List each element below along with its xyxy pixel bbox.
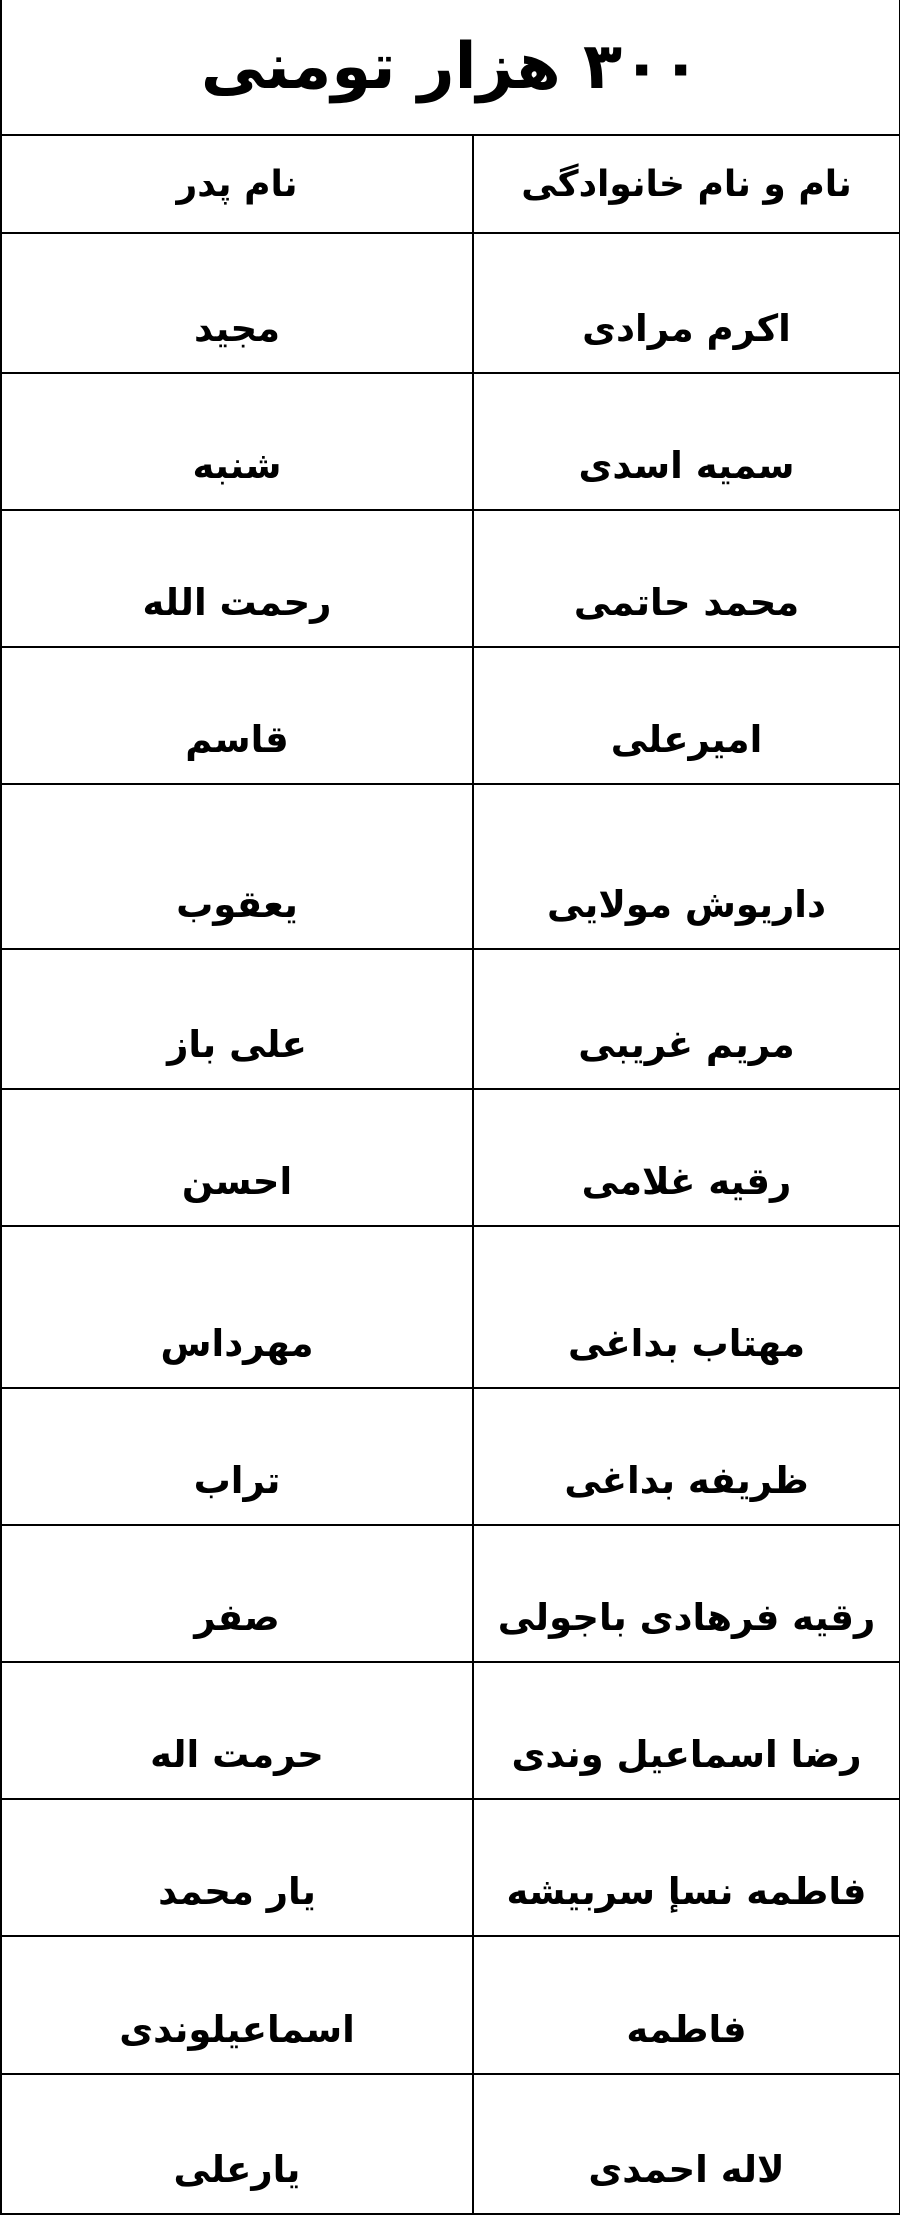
father-cell: رحمت الله: [1, 510, 473, 647]
header-row: [1, 135, 900, 233]
name-cell: فاطمه: [473, 1936, 900, 2074]
name-cell: ظریفه بداغی: [473, 1388, 900, 1525]
table-row: [1, 784, 900, 949]
table-row: [1, 233, 900, 373]
name-cell: فاطمه نسإ سربیشه: [473, 1799, 900, 1936]
father-cell: یار محمد: [1, 1799, 473, 1936]
father-cell: قاسم: [1, 647, 473, 784]
name-cell: رقیه غلامی: [473, 1089, 900, 1226]
name-cell: رضا اسماعیل وندی: [473, 1662, 900, 1799]
father-cell: حرمت اله: [1, 1662, 473, 1799]
table-row: [1, 647, 900, 784]
title-row: [1, 0, 900, 135]
father-cell: مهرداس: [1, 1226, 473, 1388]
name-cell: داریوش مولایی: [473, 784, 900, 949]
table-row: [1, 510, 900, 647]
table-row: [1, 1799, 900, 1936]
name-cell: امیرعلی: [473, 647, 900, 784]
table-row: [1, 1662, 900, 1799]
table-row: [1, 949, 900, 1089]
name-cell: رقیه فرهادی باجولی: [473, 1525, 900, 1662]
table-row: [1, 373, 900, 510]
table-row: [1, 1525, 900, 1662]
father-cell: شنبه: [1, 373, 473, 510]
father-cell: یعقوب: [1, 784, 473, 949]
name-cell: مریم غریبی: [473, 949, 900, 1089]
table-row: [1, 1936, 900, 2074]
column-header-name: نام و نام خانوادگی: [473, 135, 900, 233]
father-cell: احسن: [1, 1089, 473, 1226]
name-cell: اکرم مرادی: [473, 233, 900, 373]
father-cell: اسماعیلوندی: [1, 1936, 473, 2074]
name-cell: محمد حاتمی: [473, 510, 900, 647]
column-header-father: نام پدر: [1, 135, 473, 233]
name-cell: سمیه اسدی: [473, 373, 900, 510]
father-cell: یارعلی: [1, 2074, 473, 2214]
table-row: [1, 1388, 900, 1525]
table-row: [1, 1226, 900, 1388]
page-title: ۳۰۰ هزار تومنی: [1, 0, 900, 135]
father-cell: صفر: [1, 1525, 473, 1662]
name-cell: لاله احمدی: [473, 2074, 900, 2214]
father-cell: تراب: [1, 1388, 473, 1525]
table-row: [1, 2074, 900, 2214]
father-cell: علی باز: [1, 949, 473, 1089]
table-row: [1, 1089, 900, 1226]
father-cell: مجید: [1, 233, 473, 373]
name-cell: مهتاب بداغی: [473, 1226, 900, 1388]
